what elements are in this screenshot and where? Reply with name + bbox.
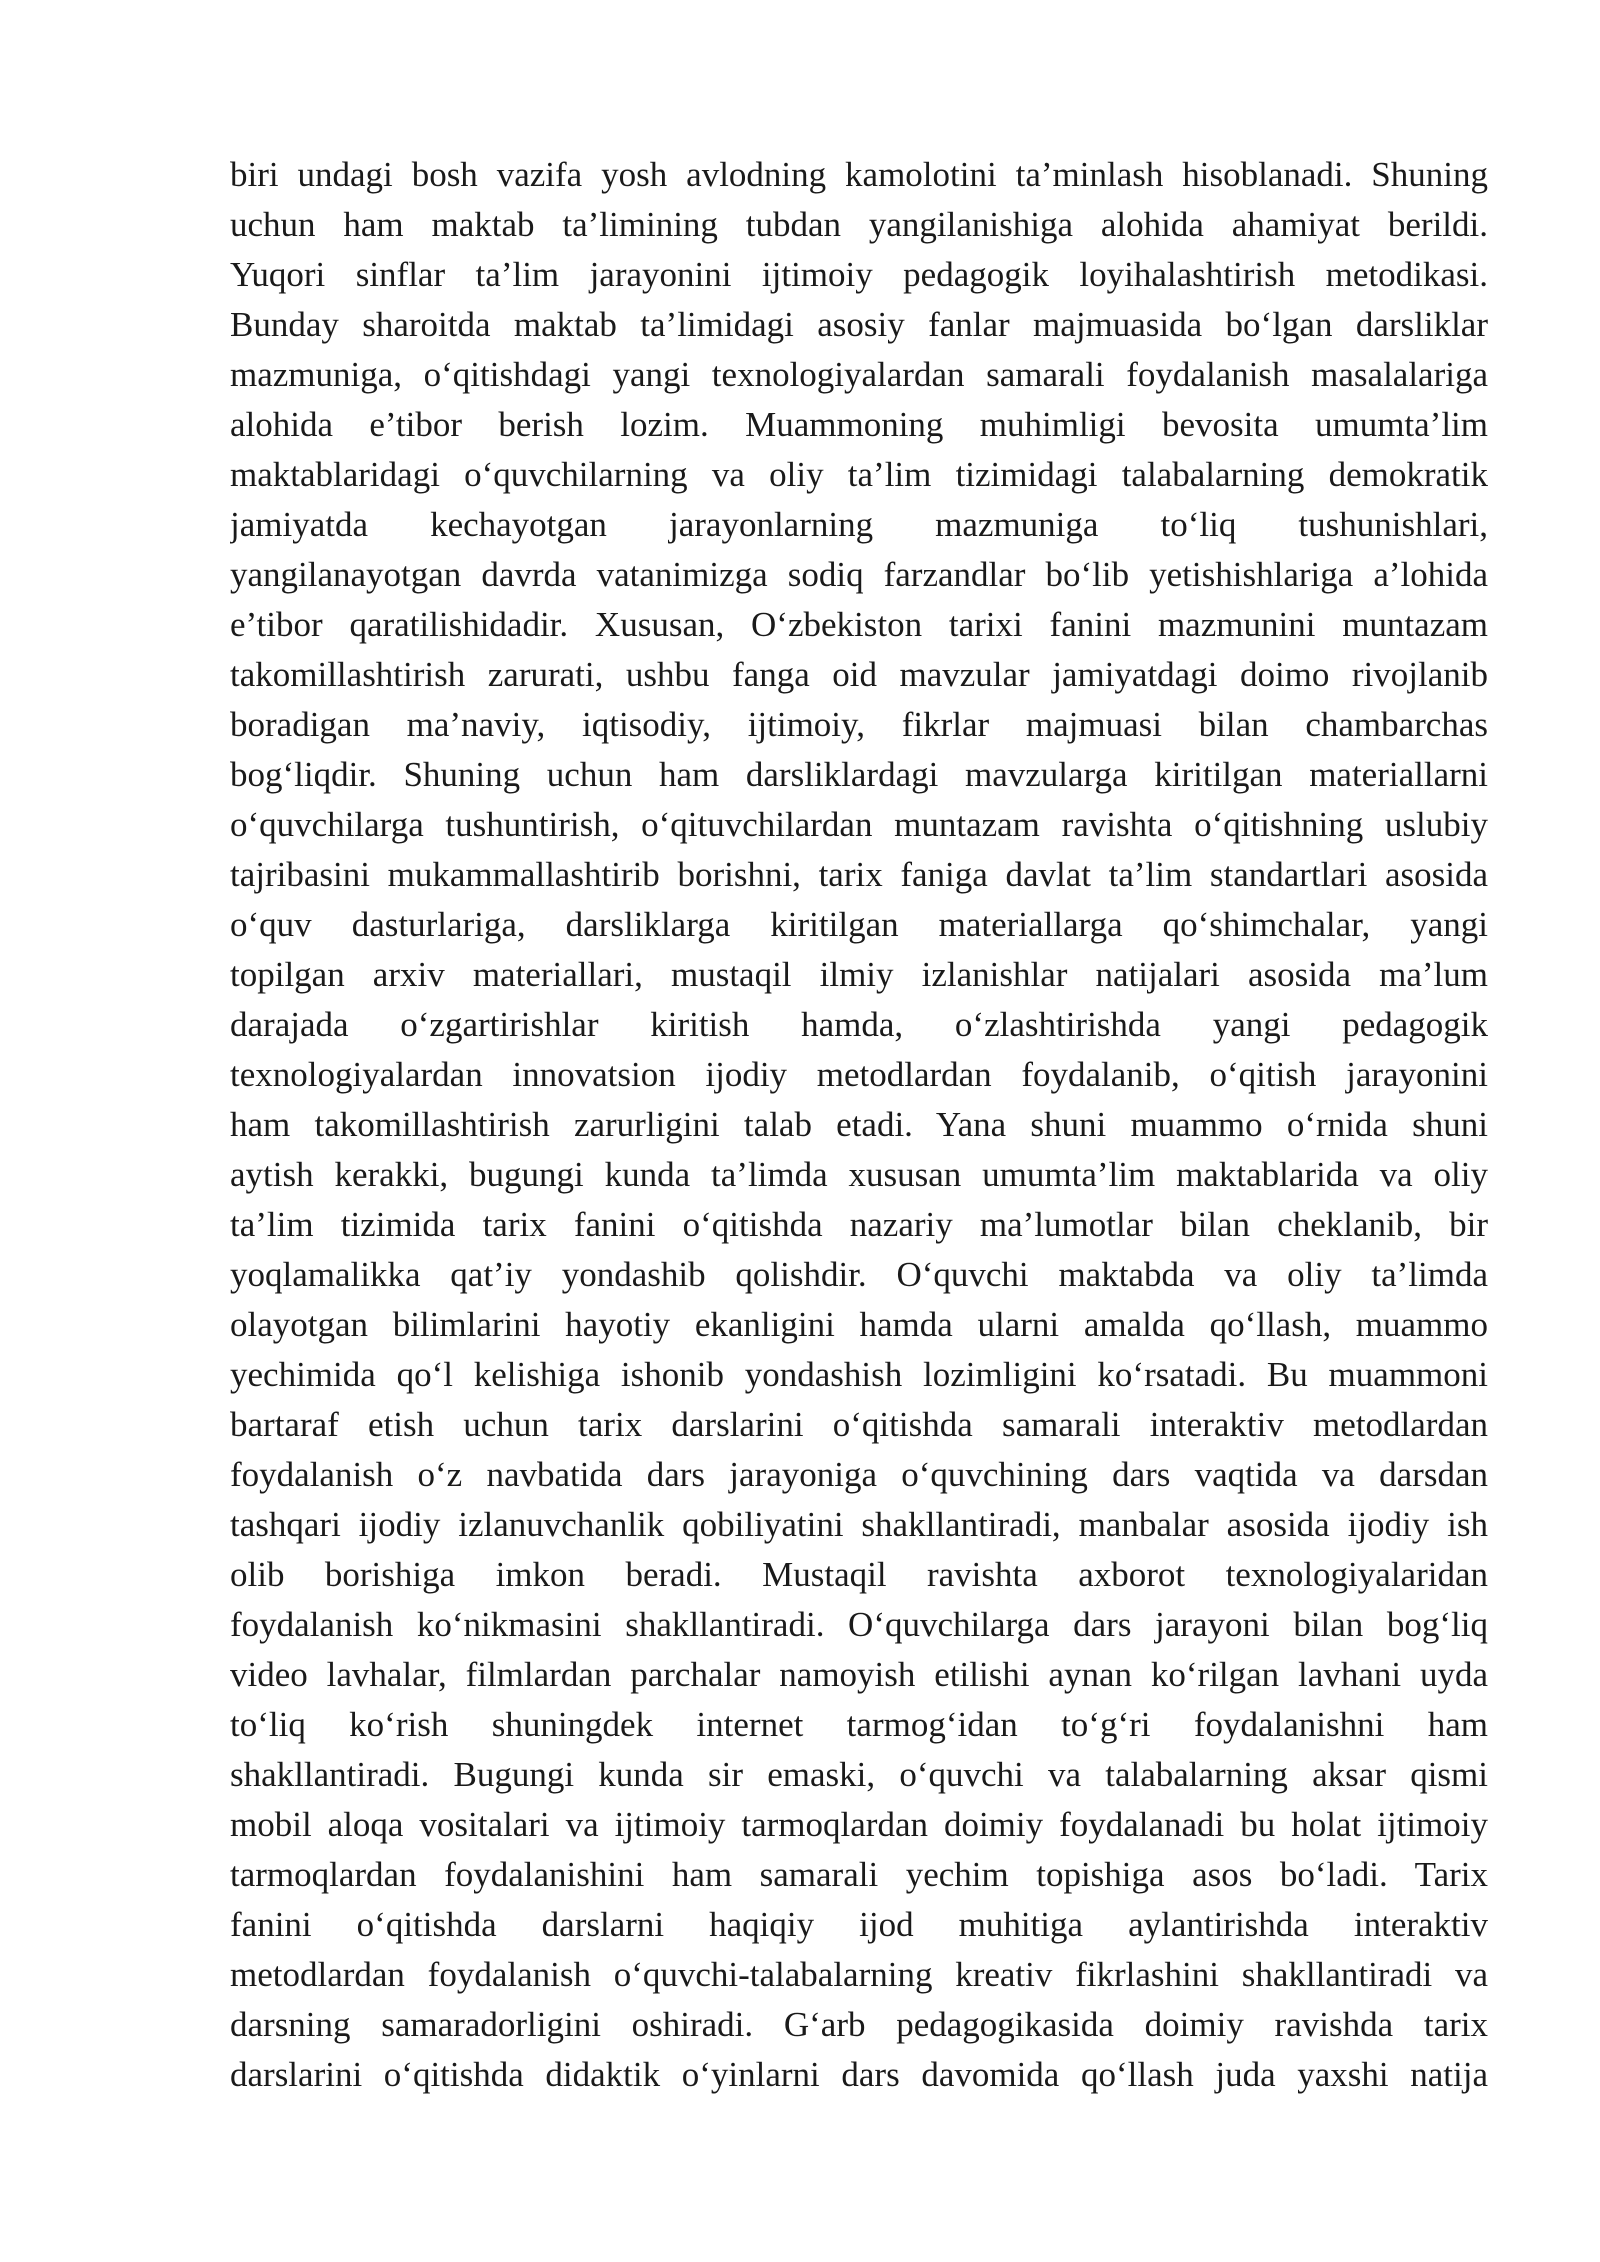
text-line: biri undagi bosh vazifa yosh avlodning kamolotini ta’minlash hisoblanadi. Shuning bbox=[230, 155, 1488, 194]
text-line: metodlardan foydalanish o‘quvchi-talabalarning kreativ fikrlashini shakllantiradi va bbox=[230, 1955, 1488, 1994]
text-line: aytish kerakki, bugungi kunda ta’limda xususan umumta’lim maktablarida va oliy bbox=[230, 1155, 1488, 1194]
text-line: boradigan ma’naviy, iqtisodiy, ijtimoiy, fikrlar majmuasi bilan chambarchas bbox=[230, 705, 1488, 744]
text-line: uchun ham maktab ta’limining tubdan yangilanishiga alohida ahamiyat berildi. bbox=[230, 205, 1488, 244]
text-line: tajribasini mukammallashtirib borishni, tarix faniga davlat ta’lim standartlari asosida bbox=[230, 855, 1488, 894]
text-line: olayotgan bilimlarini hayotiy ekanligini hamda ularni amalda qo‘llash, muammo bbox=[230, 1305, 1488, 1344]
text-line: ham takomillashtirish zarurligini talab etadi. Yana shuni muammo o‘rnida shuni bbox=[230, 1105, 1488, 1144]
text-line: Yuqori sinflar ta’lim jarayonini ijtimoiy pedagogik loyihalashtirish metodikasi. bbox=[230, 255, 1488, 294]
text-line: ta’lim tizimida tarix fanini o‘qitishda nazariy ma’lumotlar bilan cheklanib, bir bbox=[230, 1205, 1488, 1244]
text-line: yechimida qo‘l kelishiga ishonib yondashish lozimligini ko‘rsatadi. Bu muammoni bbox=[230, 1355, 1488, 1394]
text-line: jamiyatda kechayotgan jarayonlarning mazmuniga to‘liq tushunishlari, bbox=[230, 505, 1488, 544]
text-line: mazmuniga, o‘qitishdagi yangi texnologiyalardan samarali foydalanish masalalariga bbox=[230, 355, 1488, 394]
text-line: yoqlamalikka qat’iy yondashib qolishdir. O‘quvchi maktabda va oliy ta’limda bbox=[230, 1255, 1488, 1294]
text-line: to‘liq ko‘rish shuningdek internet tarmog‘idan to‘g‘ri foydalanishni ham bbox=[230, 1705, 1488, 1744]
body-paragraph bbox=[230, 150, 1488, 2100]
text-line: shakllantiradi. Bugungi kunda sir emaski, o‘quvchi va talabalarning aksar qismi bbox=[230, 1755, 1488, 1794]
text-line: fanini o‘qitishda darslarni haqiqiy ijod muhitiga aylantirishda interaktiv bbox=[230, 1905, 1488, 1944]
text-line: bartaraf etish uchun tarix darslarini o‘qitishda samarali interaktiv metodlardan bbox=[230, 1405, 1488, 1444]
text-line: darslarini o‘qitishda didaktik o‘yinlarni dars davomida qo‘llash juda yaxshi natija bbox=[230, 2055, 1488, 2094]
text-line: olib borishiga imkon beradi. Mustaqil ravishta axborot texnologiyalaridan bbox=[230, 1555, 1488, 1594]
text-line: o‘quvchilarga tushuntirish, o‘qituvchilardan muntazam ravishta o‘qitishning uslubiy bbox=[230, 805, 1488, 844]
text-line: darsning samaradorligini oshiradi. G‘arb pedagogikasida doimiy ravishda tarix bbox=[230, 2005, 1488, 2044]
text-line: texnologiyalardan innovatsion ijodiy metodlardan foydalanib, o‘qitish jarayonini bbox=[230, 1055, 1488, 1094]
text-line: bog‘liqdir. Shuning uchun ham darsliklardagi mavzularga kiritilgan materiallarni bbox=[230, 755, 1488, 794]
text-line: tarmoqlardan foydalanishini ham samarali yechim topishiga asos bo‘ladi. Tarix bbox=[230, 1855, 1488, 1894]
text-line: topilgan arxiv materiallari, mustaqil ilmiy izlanishlar natijalari asosida ma’lum bbox=[230, 955, 1488, 994]
text-line: maktablaridagi o‘quvchilarning va oliy ta’lim tizimidagi talabalarning demokratik bbox=[230, 455, 1488, 494]
text-line: o‘quv dasturlariga, darsliklarga kiritilgan materiallarga qo‘shimchalar, yangi bbox=[230, 905, 1488, 944]
text-line: mobil aloqa vositalari va ijtimoiy tarmoqlardan doimiy foydalanadi bu holat ijtimoiy bbox=[230, 1805, 1488, 1844]
text-line: video lavhalar, filmlardan parchalar namoyish etilishi aynan ko‘rilgan lavhani uyda bbox=[230, 1655, 1488, 1694]
text-line: foydalanish ko‘nikmasini shakllantiradi. O‘quvchilarga dars jarayoni bilan bog‘liq bbox=[230, 1605, 1488, 1644]
text-line: e’tibor qaratilishidadir. Xususan, O‘zbekiston tarixi fanini mazmunini muntazam bbox=[230, 605, 1488, 644]
text-line: tashqari ijodiy izlanuvchanlik qobiliyatini shakllantiradi, manbalar asosida ijodiy ish bbox=[230, 1505, 1488, 1544]
text-line: yangilanayotgan davrda vatanimizga sodiq farzandlar bo‘lib yetishishlariga a’lohida bbox=[230, 555, 1488, 594]
text-line: takomillashtirish zarurati, ushbu fanga oid mavzular jamiyatdagi doimo rivojlanib bbox=[230, 655, 1488, 694]
text-line: Bunday sharoitda maktab ta’limidagi asosiy fanlar majmuasida bo‘lgan darsliklar bbox=[230, 305, 1488, 344]
text-line: foydalanish o‘z navbatida dars jarayoniga o‘quvchining dars vaqtida va darsdan bbox=[230, 1455, 1488, 1494]
text-line: alohida e’tibor berish lozim. Muammoning muhimligi bevosita umumta’lim bbox=[230, 405, 1488, 444]
text-line: darajada o‘zgartirishlar kiritish hamda, o‘zlashtirishda yangi pedagogik bbox=[230, 1005, 1488, 1044]
